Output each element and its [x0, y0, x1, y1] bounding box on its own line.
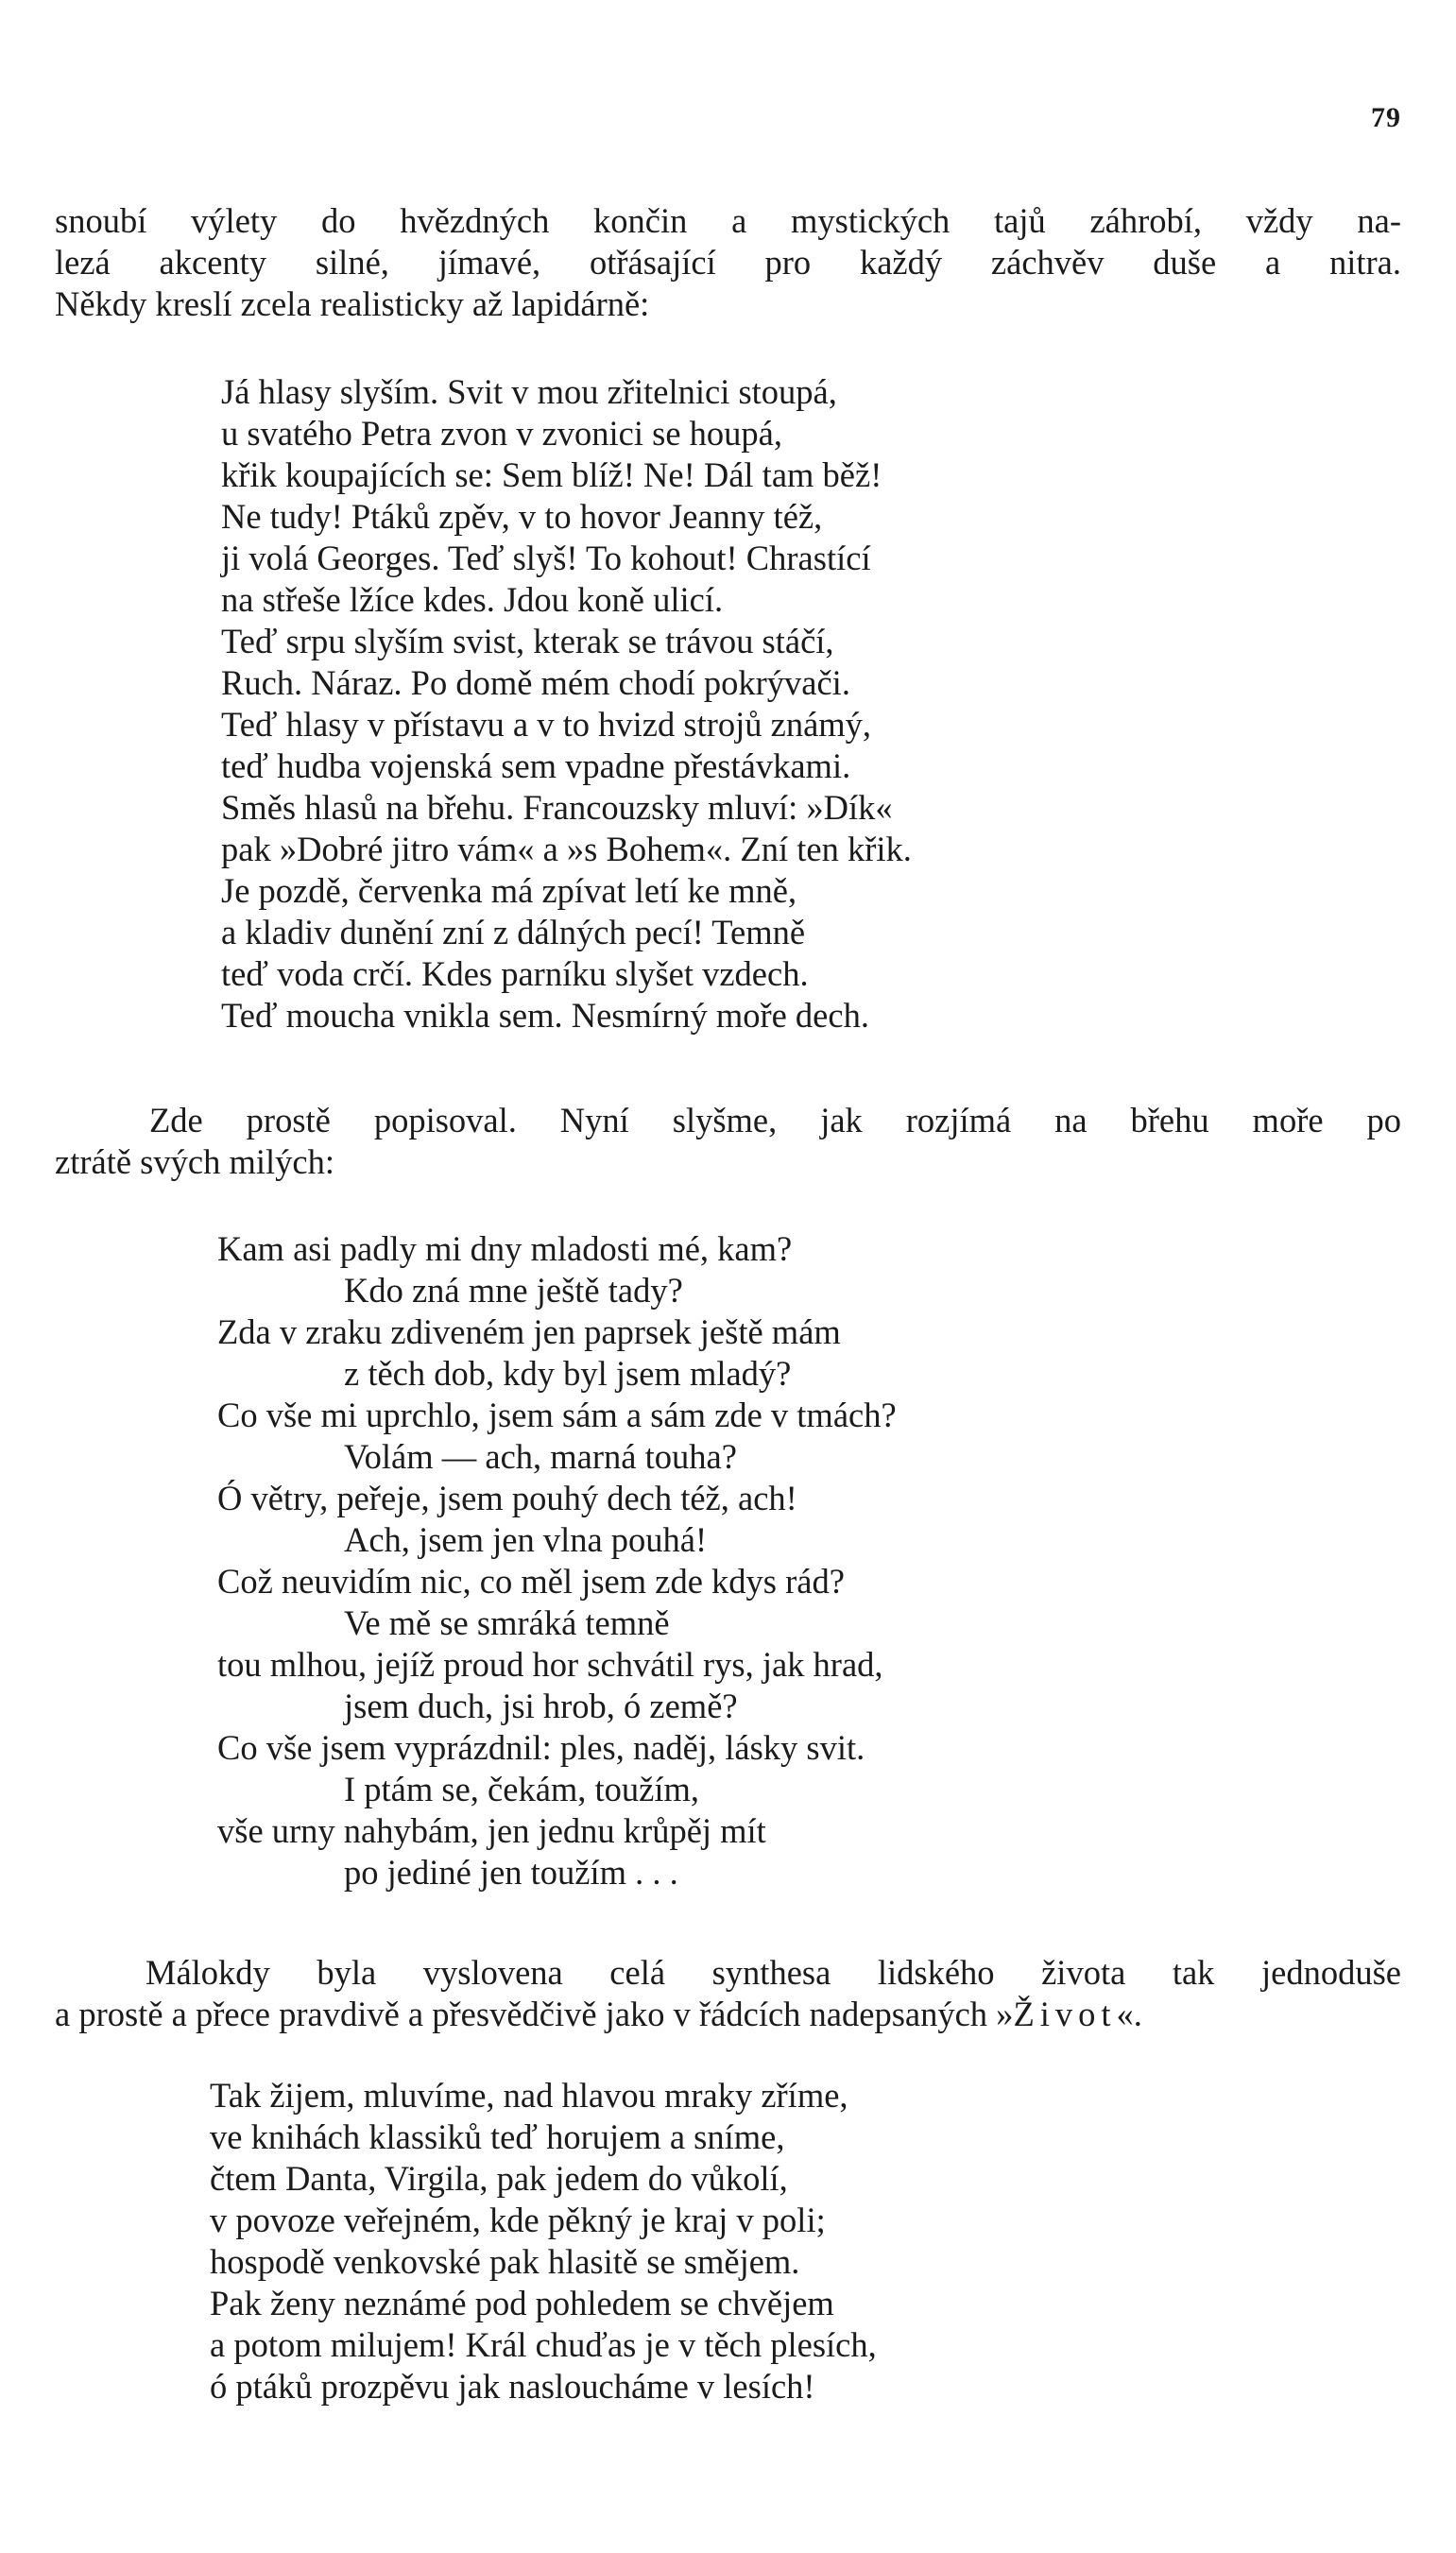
verse-line: a kladiv dunění zní z dálných pecí! Temně — [221, 913, 806, 951]
verse-line: Směs hlasů na břehu. Francouzsky mluví: »Dík« — [221, 788, 893, 827]
verse-line: Tak žijem, mluvíme, nad hlavou mraky zříme, — [210, 2076, 848, 2115]
verse-line: Kdo zná mne ještě tady? — [344, 1271, 683, 1310]
verse-line: vše urny nahybám, jen jednu krůpěj mít — [217, 1811, 766, 1850]
verse-line: Já hlasy slyším. Svit v mou zřitelnici stoupá, — [221, 372, 837, 411]
poem-mladost — [217, 1228, 897, 1893]
verse-line: Pak ženy neznámé pod pohledem se chvějem — [210, 2284, 834, 2322]
closing-quote: «. — [1116, 1995, 1142, 2033]
closing-paragraph — [55, 1952, 1401, 2035]
verse-line: I ptám se, čekám, toužím, — [344, 1770, 700, 1808]
verse-line: teď voda crčí. Kdes parníku slyšet vzdech. — [221, 954, 809, 993]
verse-line: Ruch. Náraz. Po domě mém chodí pokrývači. — [221, 663, 850, 702]
verse-line: křik koupajících se: Sem blíž! Ne! Dál tam běž! — [221, 455, 882, 494]
verse-line: Ó větry, peřeje, jsem pouhý dech též, ach! — [217, 1479, 797, 1517]
verse-line: v povoze veřejném, kde pěkný je kraj v poli; — [210, 2201, 826, 2239]
verse-line: ji volá Georges. Teď slyš! To kohout! Chrastící — [221, 539, 871, 577]
verse-line: Je pozdě, červenka má zpívat letí ke mně, — [221, 871, 797, 910]
poem-zivot — [210, 2075, 877, 2407]
verse-line: a potom milujem! Král chuďas je v těch plesích, — [210, 2325, 877, 2364]
verse-line: pak »Dobré jitro vám« a »s Bohem«. Zní ten křik. — [221, 830, 912, 868]
verse-line: z těch dob, kdy byl jsem mladý? — [344, 1354, 792, 1393]
verse-line: hospodě venkovské pak hlasitě se smějem. — [210, 2242, 800, 2281]
page-number: 79 — [1371, 102, 1401, 133]
verse-line: teď hudba vojenská sem vpadne přestávkami. — [221, 746, 851, 785]
poem-title: Život — [1013, 1995, 1117, 2033]
verse-line: Ve mě se smráká temně — [344, 1603, 670, 1642]
intro-paragraph — [55, 200, 1401, 325]
verse-line: na střeše lžíce kdes. Jdou koně ulicí. — [221, 580, 724, 619]
paragraph-line — [55, 1994, 1401, 2035]
verse-line: Což neuvidím nic, co měl jsem zde kdys rád? — [217, 1562, 845, 1601]
paragraph-line: lezá akcenty silné, jímavé, otřásající pro každý záchvěv duše a nitra. — [55, 243, 1401, 282]
verse-line: po jediné jen toužím . . . — [344, 1853, 678, 1892]
poem-hlasy — [221, 371, 912, 1037]
verse-line: Kam asi padly mi dny mladosti mé, kam? — [217, 1229, 793, 1268]
paragraph-line: Málokdy byla vyslovena celá synthesa lidského života tak jednoduše — [146, 1953, 1401, 1992]
verse-line: Co vše jsem vyprázdnil: ples, naděj, lásky svit. — [217, 1728, 865, 1767]
verse-line: čtem Danta, Virgila, pak jedem do vůkolí, — [210, 2159, 788, 2198]
verse-line: tou mlhou, jejíž proud hor schvátil rys, jak hrad, — [217, 1645, 883, 1684]
verse-line: Volám — ach, marná touha? — [344, 1437, 737, 1476]
paragraph-line: Někdy kreslí zcela realisticky až lapidárně: — [55, 284, 650, 323]
verse-line: jsem duch, jsi hrob, ó země? — [344, 1687, 738, 1725]
verse-line: Ne tudy! Ptáků zpěv, v to hovor Jeanny též, — [221, 497, 823, 536]
verse-line: Teď hlasy v přístavu a v to hvizd strojů známý, — [221, 705, 872, 744]
verse-line: Zda v zraku zdiveném jen paprsek ještě mám — [217, 1312, 841, 1351]
paragraph-line: snoubí výlety do hvězdných končin a mystických tajů záhrobí, vždy na- — [55, 201, 1401, 240]
verse-line: Ach, jsem jen vlna pouhá! — [344, 1520, 708, 1559]
verse-line: Teď moucha vnikla sem. Nesmírný moře dech. — [221, 996, 869, 1035]
verse-line: u svatého Petra zvon v zvonici se houpá, — [221, 414, 782, 453]
verse-line: ve knihách klassiků teď horujem a sníme, — [210, 2117, 785, 2156]
verse-line: Teď srpu slyším svist, kterak se trávou stáčí, — [221, 622, 834, 660]
closing-text: a prostě a přece pravdivě a přesvědčivě jako v řádcích nadepsaných » — [55, 1995, 1014, 2033]
paragraph-line: ztrátě svých milých: — [55, 1142, 334, 1181]
middle-paragraph — [55, 1100, 1401, 1183]
verse-line: Co vše mi uprchlo, jsem sám a sám zde v tmách? — [217, 1396, 897, 1434]
verse-line: ó ptáků prozpěvu jak nasloucháme v lesích! — [210, 2367, 815, 2406]
paragraph-line: Zde prostě popisoval. Nyní slyšme, jak rozjímá na břehu moře po — [149, 1101, 1401, 1139]
